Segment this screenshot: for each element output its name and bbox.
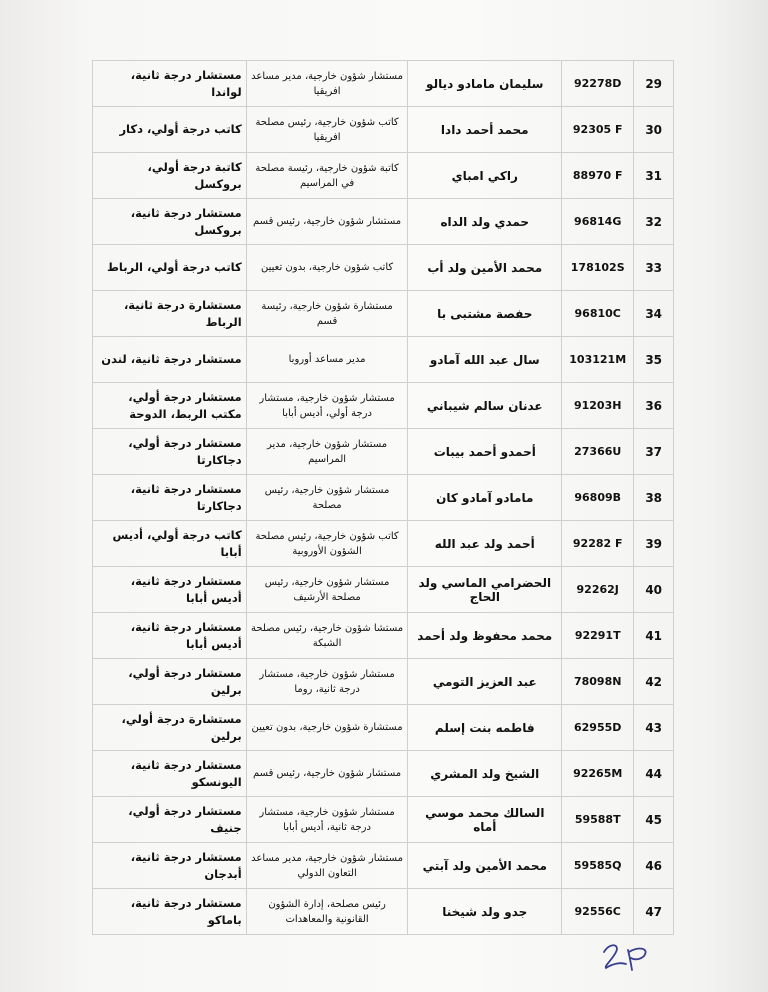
employee-name: راكي امباي: [408, 153, 562, 199]
row-number: 35: [634, 337, 674, 383]
new-assignment: مستشار درجة ثانية، لندن: [93, 337, 247, 383]
current-position: مستشار شؤون خارجية، مستشار درجة أولي، أديس أبابا: [246, 383, 408, 429]
employee-name: حمدي ولد الداه: [408, 199, 562, 245]
table-row: [93, 429, 674, 475]
current-position: مستشا شؤون خارجية، رئيس مصلحة الشبكة: [246, 613, 408, 659]
table-row: [93, 199, 674, 245]
current-position: مستشارة شؤون خارجية، رئيسة قسم: [246, 291, 408, 337]
row-number: 41: [634, 613, 674, 659]
employee-name: عبد العزيز التومي: [408, 659, 562, 705]
employee-id: 59585Q: [562, 843, 634, 889]
row-number: 40: [634, 567, 674, 613]
table-row: [93, 383, 674, 429]
employee-id: 92291T: [562, 613, 634, 659]
employee-id: 92305 F: [562, 107, 634, 153]
current-position: مستشار شؤون خارجية، رئيس قسم: [246, 199, 408, 245]
current-position: مدير مساعد أوروبا: [246, 337, 408, 383]
new-assignment: مستشار درجة ثانية، أديس أبابا: [93, 567, 247, 613]
row-number: 30: [634, 107, 674, 153]
employee-id: 62955D: [562, 705, 634, 751]
employee-name: محمد الأمين ولد آبتي: [408, 843, 562, 889]
table-row: [93, 797, 674, 843]
table-row: [93, 475, 674, 521]
table-row: [93, 843, 674, 889]
employee-name: أحمدو أحمد بيبات: [408, 429, 562, 475]
current-position: كاتب شؤون خارجية، بدون تعيين: [246, 245, 408, 291]
employee-name: فاطمه بنت إسلم: [408, 705, 562, 751]
employee-name: عدنان سالم شيباني: [408, 383, 562, 429]
current-position: مستشارة شؤون خارجية، بدون تعيين: [246, 705, 408, 751]
row-number: 31: [634, 153, 674, 199]
table-row: [93, 889, 674, 935]
employee-name: محمد الأمين ولد أب: [408, 245, 562, 291]
row-number: 36: [634, 383, 674, 429]
row-number: 44: [634, 751, 674, 797]
new-assignment: كاتب درجة أولي، دكار: [93, 107, 247, 153]
employee-id: 92282 F: [562, 521, 634, 567]
row-number: 42: [634, 659, 674, 705]
table-row: [93, 613, 674, 659]
row-number: 38: [634, 475, 674, 521]
employee-name: الشيخ ولد المشري: [408, 751, 562, 797]
table-row: [93, 567, 674, 613]
current-position: مستشار شؤون خارجية، مدير مساعد التعاون الدولي: [246, 843, 408, 889]
row-number: 43: [634, 705, 674, 751]
table-row: [93, 751, 674, 797]
table-row: [93, 153, 674, 199]
employee-name: أحمد ولد عبد الله: [408, 521, 562, 567]
new-assignment: مستشارة درجة أولي، برلين: [93, 705, 247, 751]
new-assignment: مستشار درجة أولي، مكتب الربط، الدوحة: [93, 383, 247, 429]
employee-id: 96809B: [562, 475, 634, 521]
employee-id: 92278D: [562, 61, 634, 107]
employee-id: 88970 F: [562, 153, 634, 199]
table-row: [93, 337, 674, 383]
employee-name: السالك محمد موسي أماه: [408, 797, 562, 843]
row-number: 37: [634, 429, 674, 475]
employee-name: حفصة مشتبى با: [408, 291, 562, 337]
row-number: 45: [634, 797, 674, 843]
new-assignment: مستشار درجة ثانية، لواندا: [93, 61, 247, 107]
new-assignment: مستشار درجة ثانية، بروكسل: [93, 199, 247, 245]
row-number: 47: [634, 889, 674, 935]
current-position: مستشار شؤون خارجية، مستشار درجة ثانية، أديس أبابا: [246, 797, 408, 843]
table-row: [93, 659, 674, 705]
current-position: مستشار شؤون خارجية، رئيس مصلحة الأرشيف: [246, 567, 408, 613]
table-row: [93, 245, 674, 291]
current-position: مستشار شؤون خارجية، رئيس مصلحة: [246, 475, 408, 521]
employee-name: مامادو آمادو كان: [408, 475, 562, 521]
new-assignment: كاتبة درجة أولي، بروكسل: [93, 153, 247, 199]
current-position: مستشار شؤون خارجية، مستشار درجة ثانية، روما: [246, 659, 408, 705]
current-position: كاتبة شؤون خارجية، رئيسة مصلحة في المراسيم: [246, 153, 408, 199]
employee-name: الحضرامي الماسي ولد الحاج: [408, 567, 562, 613]
employee-id: 103121M: [562, 337, 634, 383]
row-number: 33: [634, 245, 674, 291]
current-position: كاتب شؤون خارجية، رئيس مصلحة الشؤون الأوروبية: [246, 521, 408, 567]
employee-name: سليمان مامادو ديالو: [408, 61, 562, 107]
employee-name: سال عبد الله آمادو: [408, 337, 562, 383]
appointments-table: [92, 60, 674, 935]
current-position: مستشار شؤون خارجية، مدير مساعد افريقيا: [246, 61, 408, 107]
table-row: [93, 61, 674, 107]
current-position: مستشار شؤون خارجية، رئيس قسم: [246, 751, 408, 797]
employee-id: 96814G: [562, 199, 634, 245]
current-position: مستشار شؤون خارجية، مدير المراسيم: [246, 429, 408, 475]
current-position: كاتب شؤون خارجية، رئيس مصلحة افريقيا: [246, 107, 408, 153]
handwritten-page-mark: [598, 938, 658, 974]
new-assignment: مستشار درجة أولي، جنيف: [93, 797, 247, 843]
employee-id: 92265M: [562, 751, 634, 797]
table-row: [93, 107, 674, 153]
row-number: 46: [634, 843, 674, 889]
new-assignment: مستشار درجة ثانية، أديس أبابا: [93, 613, 247, 659]
employee-name: محمد أحمد دادا: [408, 107, 562, 153]
employee-name: محمد محفوظ ولد أحمد: [408, 613, 562, 659]
employee-id: 27366U: [562, 429, 634, 475]
row-number: 32: [634, 199, 674, 245]
employee-id: 78098N: [562, 659, 634, 705]
table-body: [93, 61, 674, 935]
new-assignment: مستشار درجة ثانية، دجاكارتا: [93, 475, 247, 521]
employee-id: 92262J: [562, 567, 634, 613]
row-number: 34: [634, 291, 674, 337]
employee-id: 59588T: [562, 797, 634, 843]
table-row: [93, 291, 674, 337]
new-assignment: كاتب درجة أولي، أديس أبابا: [93, 521, 247, 567]
employee-name: جدو ولد شيخنا: [408, 889, 562, 935]
current-position: رئيس مصلحة، إدارة الشؤون القانونية والمعاهدات: [246, 889, 408, 935]
new-assignment: مستشار درجة ثانية، اليونسكو: [93, 751, 247, 797]
table-row: [93, 521, 674, 567]
new-assignment: مستشارة درجة ثانية، الرباط: [93, 291, 247, 337]
new-assignment: مستشار درجة ثانية، باماكو: [93, 889, 247, 935]
employee-id: 96810C: [562, 291, 634, 337]
new-assignment: مستشار درجة أولي، برلين: [93, 659, 247, 705]
employee-id: 92556C: [562, 889, 634, 935]
new-assignment: مستشار درجة ثانية، أبدجان: [93, 843, 247, 889]
new-assignment: كاتب درجة أولي، الرباط: [93, 245, 247, 291]
new-assignment: مستشار درجة أولي، دجاكارتا: [93, 429, 247, 475]
row-number: 39: [634, 521, 674, 567]
row-number: 29: [634, 61, 674, 107]
employee-id: 91203H: [562, 383, 634, 429]
employee-id: 178102S: [562, 245, 634, 291]
table-row: [93, 705, 674, 751]
